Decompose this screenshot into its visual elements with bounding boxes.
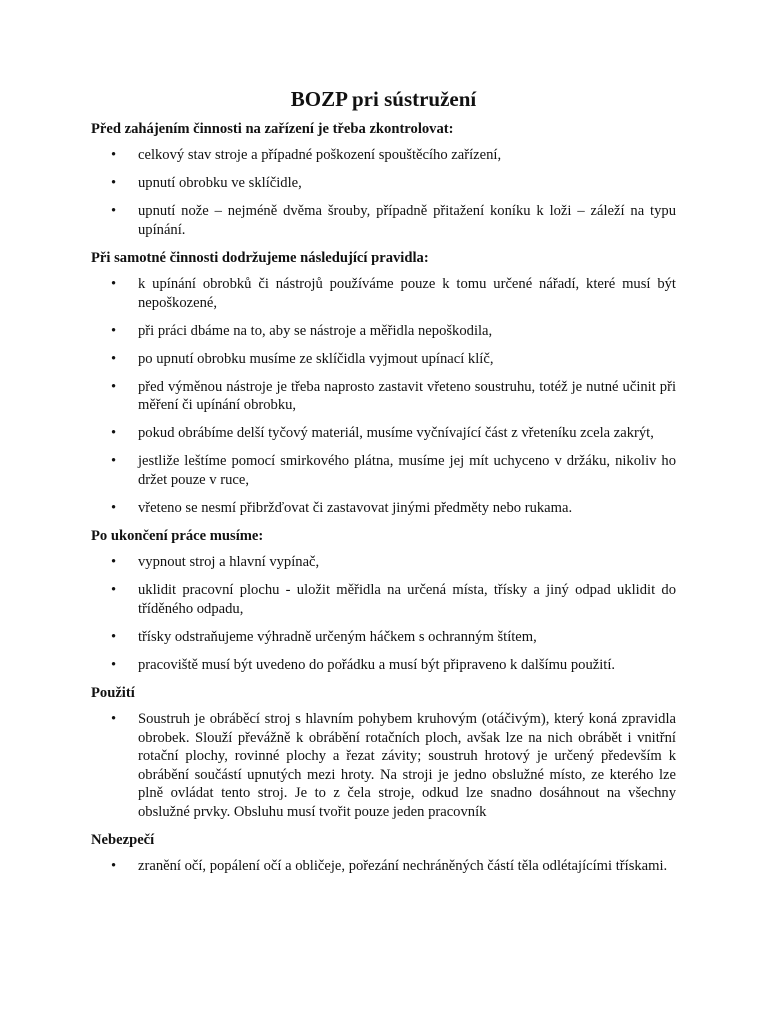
- section-heading: Při samotné činnosti dodržujeme následující pravidla:: [91, 250, 429, 266]
- list-item: • třísky odstraňujeme výhradně určeným háčkem s ochranným štítem,: [91, 628, 676, 647]
- list-item: • jestliže leštíme pomocí smirkového plátna, musíme jej mít uchyceno v držáku, nikoliv ho držet pouze v ruce,: [91, 452, 676, 489]
- list-item: • upnutí nože – nejméně dvěma šrouby, případně přitažení koníku k loži – záleží na typu upínání.: [91, 202, 676, 239]
- list-item: • upnutí obrobku ve sklíčidle,: [91, 174, 676, 193]
- list-item: • k upínání obrobků či nástrojů používáme pouze k tomu určené nářadí, které musí být nepoškozené,: [91, 275, 676, 312]
- section-heading: Použití: [91, 685, 135, 701]
- list-item: • před výměnou nástroje je třeba naprosto zastavit vřeteno soustruhu, totéž je nutné učinit při měření či upínání obrobku,: [91, 378, 676, 415]
- bullet-list: [91, 275, 676, 517]
- section-before-work: [91, 120, 676, 239]
- bullet-list: [91, 553, 676, 674]
- list-item: • při práci dbáme na to, aby se nástroje a měřidla nepoškodila,: [91, 322, 676, 341]
- list-item: • vřeteno se nesmí přibržďovat či zastavovat jinými předměty nebo rukama.: [91, 499, 676, 518]
- list-item: • vypnout stroj a hlavní vypínač,: [91, 553, 676, 572]
- list-item: • Soustruh je obráběcí stroj s hlavním pohybem kruhovým (otáčivým), který koná zpravidla obrobek. Slouží převážně k obrábění rotačních ploch, avšak lze na nich obrábět i vnitřní rotační plochy, rovinné plochy a řezat závity; soustruh hrotový je určený především k obrábění součástí upnutých mezi hroty. Na stroji je jedno obslužné místo, ze kterého lze plně ovládat tento stroj. Je to z čela stroje, odkud lze snadno dosáhnout na všechny obslužné prvky. Obsluhu musí tvořit pouze jeden pracovník: [91, 710, 676, 821]
- list-item: • pokud obrábíme delší tyčový materiál, musíme vyčnívající část z vřeteníku zcela zakrýt,: [91, 424, 676, 443]
- bullet-list: [91, 146, 676, 239]
- document-title: BOZP pri sústružení: [290, 87, 477, 111]
- bullet-list: [91, 857, 676, 876]
- document-page: [91, 84, 676, 886]
- bullet-list: [91, 710, 676, 821]
- list-item: • po upnutí obrobku musíme ze sklíčidla vyjmout upínací klíč,: [91, 350, 676, 369]
- section-usage: [91, 684, 676, 821]
- list-item: • zranění očí, popálení očí a obličeje, pořezání nechráněných částí těla odlétajícími třískami.: [91, 857, 676, 876]
- list-item: • celkový stav stroje a případné poškození spouštěcího zařízení,: [91, 146, 676, 165]
- section-heading: Nebezpečí: [91, 832, 155, 848]
- section-after-work: [91, 527, 676, 674]
- section-heading: Po ukončení práce musíme:: [91, 528, 264, 544]
- section-heading: Před zahájením činnosti na zařízení je třeba zkontrolovat:: [91, 121, 454, 137]
- section-hazards: [91, 831, 676, 876]
- list-item: • uklidit pracovní plochu - uložit měřidla na určená místa, třísky a jiný odpad uklidit do tříděného odpadu,: [91, 581, 676, 618]
- list-item: • pracoviště musí být uvedeno do pořádku a musí být připraveno k dalšímu použití.: [91, 656, 676, 675]
- section-during-work: [91, 249, 676, 517]
